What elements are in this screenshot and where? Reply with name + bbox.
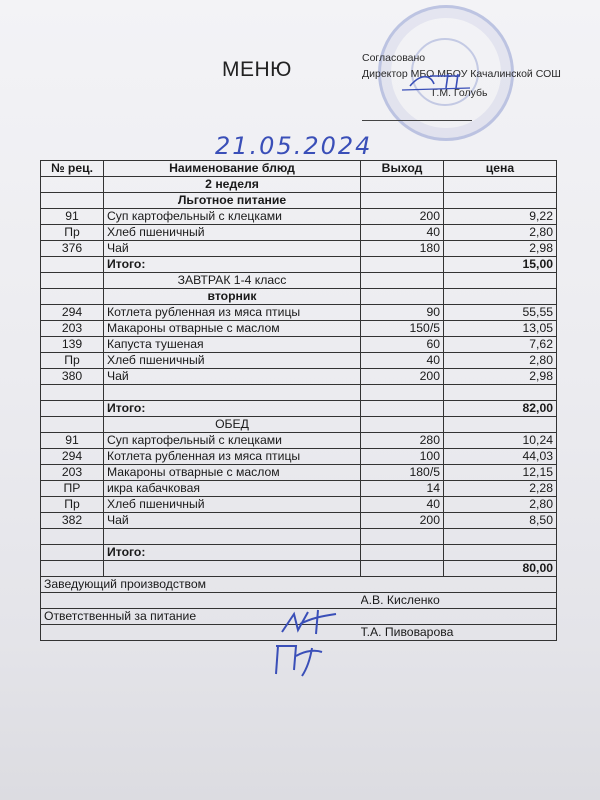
total-row	[41, 257, 557, 273]
header-portion: Выход	[361, 161, 444, 177]
head-signature	[278, 606, 348, 638]
meal-row	[41, 273, 557, 289]
section-label: Льготное питание	[104, 193, 361, 209]
head-of-production-label: Заведующий производством	[41, 577, 557, 593]
signature-line	[362, 120, 472, 121]
page-title: МЕНЮ	[222, 58, 292, 81]
breakfast-label: ЗАВТРАК 1-4 класс	[104, 273, 361, 289]
meal-row	[41, 417, 557, 433]
responsible-signature	[270, 640, 330, 680]
responsible-name: Т.А. Пивоварова	[361, 625, 557, 641]
table-row: 91 Суп картофельный с клецками 280 10,24	[41, 433, 557, 449]
total-label: Итого:	[104, 545, 361, 561]
header-dish-name: Наименование блюд	[104, 161, 361, 177]
section-row	[41, 193, 557, 209]
table-row: 91 Суп картофельный с клецками 200 9,22	[41, 209, 557, 225]
total-label: Итого:	[104, 257, 361, 273]
total-value-row	[41, 561, 557, 577]
table-row: 380 Чай 200 2,98	[41, 369, 557, 385]
spacer-row	[41, 385, 557, 401]
table-row: 382 Чай 200 8,50	[41, 513, 557, 529]
total-value: 15,00	[444, 257, 557, 273]
table-row: Пр Хлеб пшеничный 40 2,80	[41, 225, 557, 241]
director-signature	[400, 70, 510, 92]
header-price: цена	[444, 161, 557, 177]
head-of-production-name: А.В. Кисленко	[361, 593, 557, 609]
total-row	[41, 401, 557, 417]
spacer-row	[41, 529, 557, 545]
total-value: 82,00	[444, 401, 557, 417]
week-row	[41, 177, 557, 193]
week-label: 2 неделя	[104, 177, 361, 193]
table-row: ПР икра кабачковая 14 2,28	[41, 481, 557, 497]
approval-label: Согласовано	[362, 52, 426, 64]
approval-director: Директор МБО МБОУ Качалинской СОШ	[362, 68, 561, 80]
total-label: Итого:	[104, 401, 361, 417]
table-row: Пр Хлеб пшеничный 40 2,80	[41, 353, 557, 369]
lunch-label: ОБЕД	[104, 417, 361, 433]
table-row: 294 Котлета рубленная из мяса птицы 100 44,03	[41, 449, 557, 465]
table-row: 203 Макароны отварные с маслом 180/5 12,15	[41, 465, 557, 481]
table-row: Пр Хлеб пшеничный 40 2,80	[41, 497, 557, 513]
total-value: 80,00	[444, 561, 557, 577]
table-row: 139 Капуста тушеная 60 7,62	[41, 337, 557, 353]
table-row: 203 Макароны отварные с маслом 150/5 13,05	[41, 321, 557, 337]
table-row: 294 Котлета рубленная из мяса птицы 90 55,55	[41, 305, 557, 321]
total-row	[41, 545, 557, 561]
menu-table	[40, 160, 557, 641]
day-label: вторник	[104, 289, 361, 305]
approval-name: Г.М. Голубь	[432, 87, 488, 99]
handwritten-date: 21.05.2024	[215, 132, 373, 160]
footer-row-head	[41, 577, 557, 593]
table-row: 376 Чай 180 2,98	[41, 241, 557, 257]
day-row	[41, 289, 557, 305]
responsible-label: Ответственный за питание	[41, 609, 557, 625]
header-row	[41, 161, 557, 177]
header-recipe-number: № рец.	[41, 161, 104, 177]
